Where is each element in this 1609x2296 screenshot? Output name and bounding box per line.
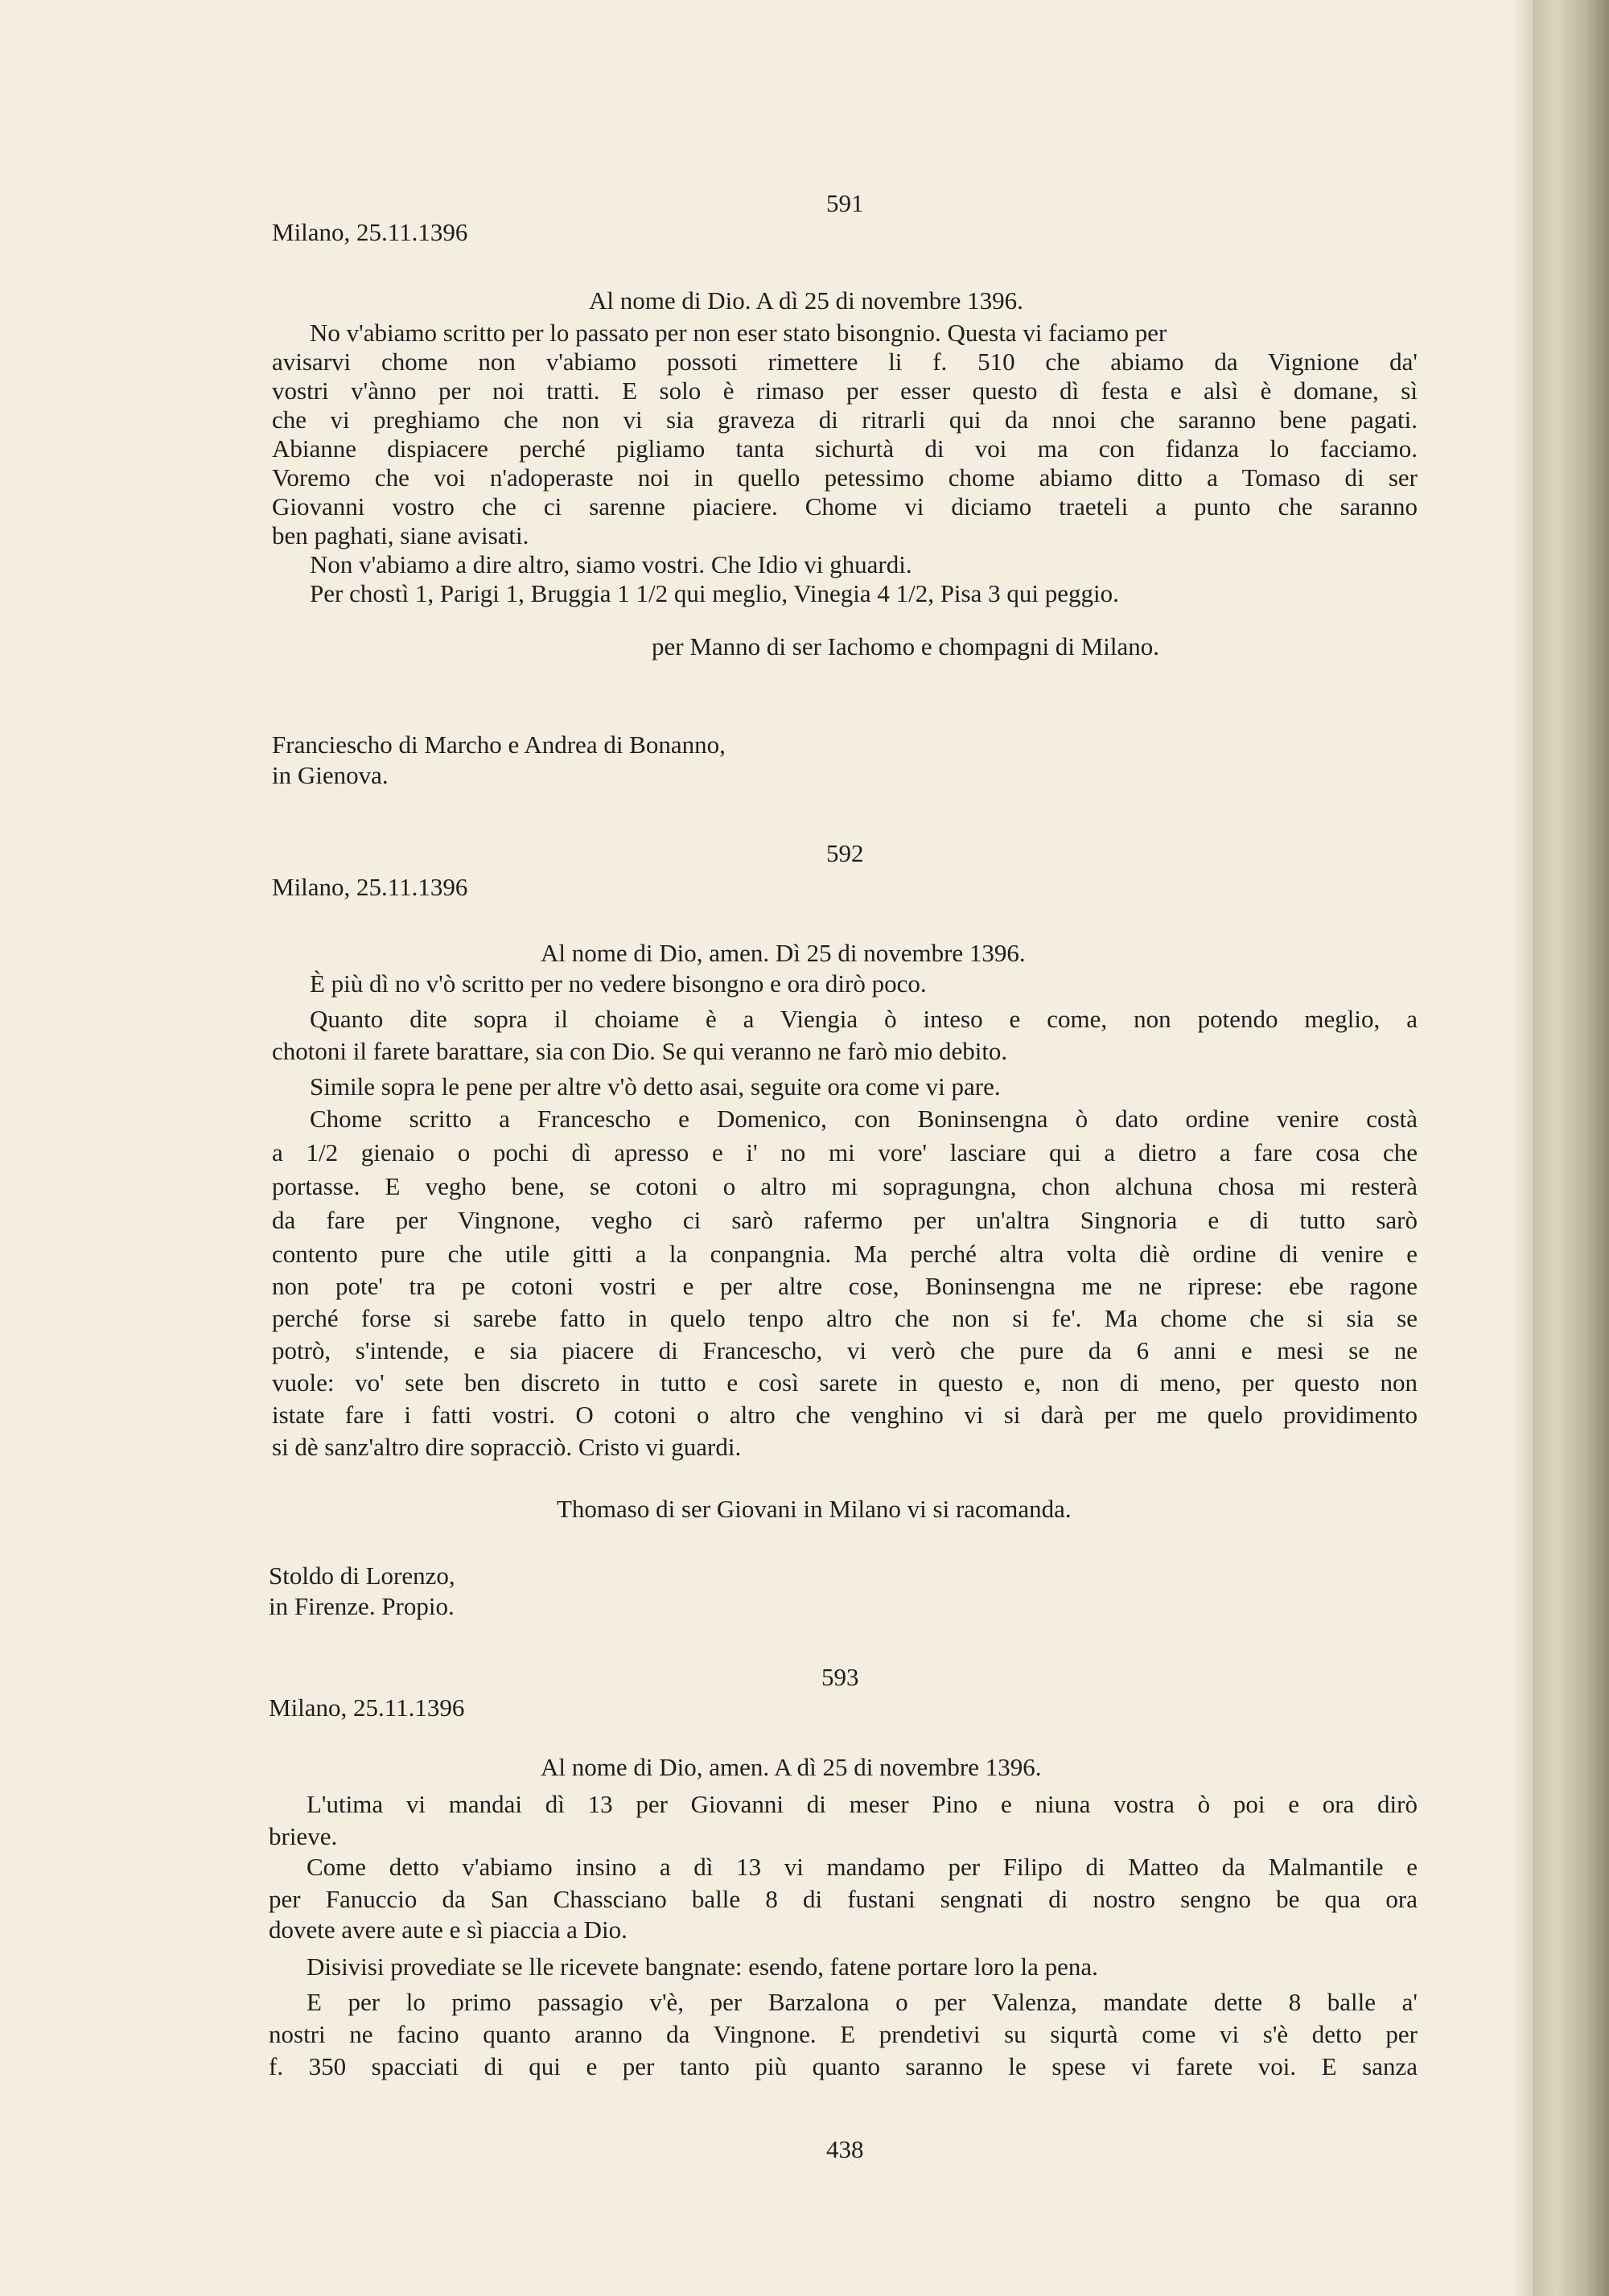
- text-line: Non v'abiamo a dire altro, siamo vostri. Che Idio vi ghuardi.: [310, 550, 912, 578]
- text-line: per Fanuccio da San Chassciano balle 8 di fustani sengnati di nostro sengno be qua ora: [269, 1885, 1418, 1913]
- text-line: si dè sanz'altro dire sopracciò. Cristo vi guardi.: [272, 1433, 742, 1461]
- letter-address-line: Franciescho di Marcho e Andrea di Bonanno,: [272, 730, 726, 759]
- text-line: istate fare i fatti vostri. O cotoni o altro che venghino vi si darà per me quelo providimento: [272, 1401, 1418, 1429]
- text-line: a 1/2 gienaio o pochi dì apresso e i' no mi vore' lasciare qui a dietro a fare cosa che: [272, 1138, 1418, 1167]
- text-line: Simile sopra le pene per altre v'ò detto asai, seguite ora come vi pare.: [310, 1072, 1001, 1101]
- letter-origin-date: Milano, 25.11.1396: [272, 873, 468, 901]
- letter-origin-date: Milano, 25.11.1396: [272, 218, 468, 246]
- letter-address-line: Stoldo di Lorenzo,: [269, 1562, 455, 1590]
- text-line: vuole: vo' sete ben discreto in tutto e così sarete in questo e, non di meno, per questo non: [272, 1368, 1418, 1397]
- text-line: potrò, s'intende, e sia piacere di Francescho, vi verò che pure da 6 anni e mesi se ne: [272, 1336, 1418, 1364]
- text-line: nostri ne facino quanto aranno da Vingnone. E prendetivi su siqurtà come vi s'è detto per: [269, 2020, 1418, 2048]
- text-line: Come detto v'abiamo insino a dì 13 vi mandamo per Filipo di Matteo da Malmantile e: [307, 1853, 1418, 1881]
- letter-address-line: in Gienova.: [272, 761, 389, 789]
- letter-signature: Thomaso di ser Giovani in Milano vi si racomanda.: [557, 1495, 1072, 1523]
- text-line: da fare per Vingnone, vegho ci sarò rafermo per un'altra Singnoria e di tutto sarò: [272, 1206, 1418, 1234]
- text-line: Voremo che voi n'adoperaste noi in quello petessimo chome abiamo ditto a Tomaso di ser: [272, 463, 1418, 492]
- text-line: Disivisi provediate se lle ricevete bangnate: esendo, fatene portare loro la pena.: [307, 1952, 1098, 1981]
- letter-number: 593: [821, 1663, 859, 1691]
- text-line: No v'abiamo scritto per lo passato per non eser stato bisongnio. Questa vi faciamo per: [310, 319, 1167, 347]
- text-line: Giovanni vostro che ci sarenne piaciere. Chome vi diciamo traeteli a punto che saranno: [272, 492, 1418, 521]
- text-line: f. 350 spacciati di qui e per tanto più quanto saranno le spese vi farete voi. E sanza: [269, 2052, 1418, 2080]
- letter-number: 591: [826, 189, 864, 217]
- text-line: Abianne dispiacere perché pigliamo tanta sichurtà di voi ma con fidanza lo facciamo.: [272, 434, 1418, 463]
- text-line: non pote' tra pe cotoni vostri e per altre cose, Boninsengna me ne riprese: ebe ragone: [272, 1272, 1418, 1300]
- text-line: dovete avere aute e sì piaccia a Dio.: [269, 1915, 628, 1944]
- text-line: portasse. E vegho bene, se cotoni o altro mi sopragungna, chon alchuna chosa mi resterà: [272, 1172, 1418, 1200]
- text-line: Per chostì 1, Parigi 1, Bruggia 1 1/2 qui meglio, Vinegia 4 1/2, Pisa 3 qui peggio.: [310, 579, 1119, 607]
- text-line: Chome scritto a Francescho e Domenico, con Boninsengna ò dato ordine venire costà: [310, 1105, 1418, 1133]
- text-line: brieve.: [269, 1822, 338, 1850]
- text-line: E per lo primo passagio v'è, per Barzalona o per Valenza, mandate dette 8 balle a': [307, 1988, 1418, 2016]
- letter-salutation: Al nome di Dio, amen. Dì 25 di novembre 1396.: [541, 939, 1026, 967]
- letter-signature: per Manno di ser Iachomo e chompagni di Milano.: [652, 632, 1160, 660]
- text-line: avisarvi chome non v'abiamo possoti rimettere li f. 510 che abiamo da Vignione da': [272, 348, 1418, 376]
- text-line: L'utima vi mandai dì 13 per Giovanni di meser Pino e niuna vostra ò poi e ora dirò: [307, 1790, 1418, 1818]
- letter-number: 592: [826, 839, 864, 867]
- text-line: perché forse si sarebe fatto in quelo tenpo altro che non si fe'. Ma chome che si sia se: [272, 1304, 1418, 1332]
- text-line: contento pure che utile gitti a la conpangnia. Ma perché altra volta diè ordine di venire e: [272, 1240, 1418, 1268]
- letter-salutation: Al nome di Dio, amen. A dì 25 di novembre 1396.: [541, 1753, 1042, 1781]
- text-line: ben paghati, siane avisati.: [272, 521, 529, 549]
- text-line: Quanto dite sopra il choiame è a Viengia ò inteso e come, non potendo meglio, a: [310, 1005, 1418, 1033]
- page-number: 438: [826, 2135, 864, 2163]
- letter-salutation: Al nome di Dio. A dì 25 di novembre 1396.: [589, 286, 1023, 315]
- letter-address-line: in Firenze. Propio.: [269, 1592, 455, 1620]
- text-line: chotoni il farete barattare, sia con Dio. Se qui veranno ne farò mio debito.: [272, 1037, 1008, 1065]
- page-stack-edge: [1533, 0, 1609, 2296]
- text-line: vostri v'ànno per noi tratti. E solo è rimaso per esser questo dì festa e alsì è domane, sì: [272, 376, 1418, 405]
- text-line: che vi preghiamo che non vi sia graveza di ritrarli qui da nnoi che saranno bene pagati.: [272, 405, 1418, 434]
- text-line: È più dì no v'ò scritto per no vedere bisongno e ora dirò poco.: [310, 969, 927, 998]
- letter-origin-date: Milano, 25.11.1396: [269, 1693, 465, 1722]
